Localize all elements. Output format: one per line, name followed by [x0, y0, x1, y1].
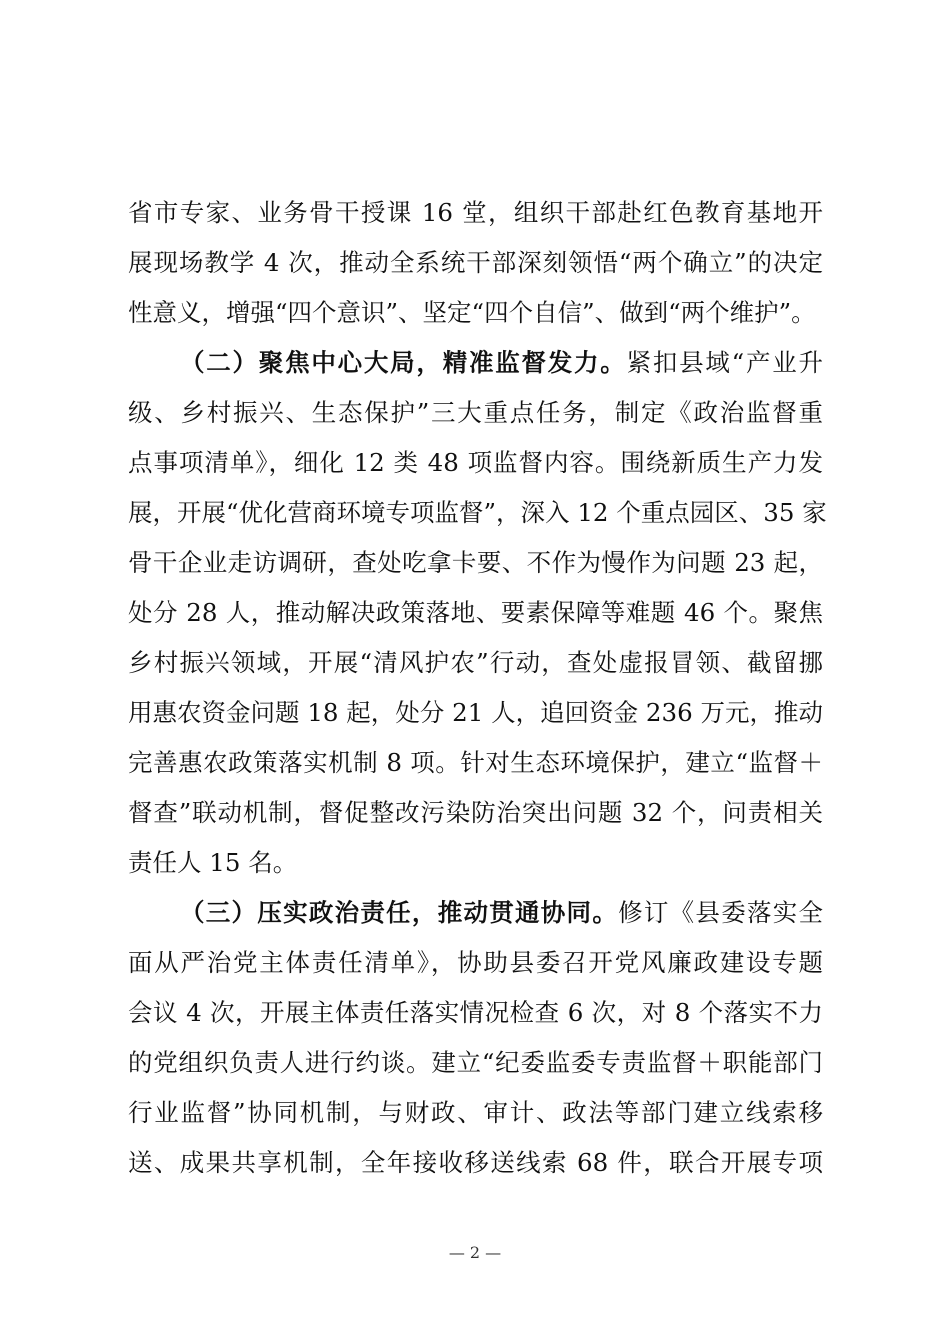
text-line: 会议 4 次，开展主体责任落实情况检查 6 次，对 8 个落实不力	[128, 998, 823, 1027]
text-run: 紧扣县域“产业升	[626, 348, 824, 377]
text-line: 点事项清单》，细化 12 类 48 项监督内容。围绕新质生产力发	[128, 448, 823, 477]
text-line: 展现场教学 4 次，推动全系统干部深刻领悟“两个确立”的决定	[128, 248, 823, 277]
text-line: 骨干企业走访调研，查处吃拿卡要、不作为慢作为问题 23 起，	[128, 548, 823, 577]
text-line: 用惠农资金问题 18 起，处分 21 人，追回资金 236 万元，推动	[128, 698, 823, 727]
text-run: 修订《县委落实全	[618, 898, 824, 927]
text-line: 的党组织负责人进行约谈。建立“纪委监委专责监督＋职能部门	[128, 1048, 823, 1077]
text-line: 级、乡村振兴、生态保护”三大重点任务，制定《政治监督重	[128, 398, 823, 427]
text-line: 面从严治党主体责任清单》，协助县委召开党风廉政建设专题	[128, 948, 823, 977]
section-heading-line	[128, 338, 823, 388]
text-line: 完善惠农政策落实机制 8 项。针对生态环境保护，建立“监督＋	[128, 748, 823, 777]
text-line: 乡村振兴领域，开展“清风护农”行动，查处虚报冒领、截留挪	[128, 648, 823, 677]
text-line: 行业监督”协同机制，与财政、审计、政法等部门建立线索移	[128, 1098, 823, 1127]
text-line: 责任人 15 名。	[128, 848, 298, 877]
text-line: 送、成果共享机制，全年接收移送线索 68 件，联合开展专项	[128, 1148, 823, 1177]
page-number: — 2 —	[448, 1243, 502, 1262]
section-heading: （三）压实政治责任，推动贯通协同。	[180, 898, 619, 927]
text-line: 展，开展“优化营商环境专项监督”，深入 12 个重点园区、35 家	[128, 498, 827, 527]
section-heading: （二）聚焦中心大局，精准监督发力。	[180, 348, 627, 377]
text-line: 处分 28 人，推动解决政策落地、要素保障等难题 46 个。聚焦	[128, 598, 823, 627]
text-line: 性意义，增强“四个意识”、坚定“四个自信”、做到“两个维护”。	[128, 298, 816, 327]
document-body	[128, 188, 827, 1188]
text-line: 省市专家、业务骨干授课 16 堂，组织干部赴红色教育基地开	[128, 198, 823, 227]
text-line: 督查”联动机制，督促整改污染防治突出问题 32 个，问责相关	[128, 798, 823, 827]
section-heading-line	[128, 888, 823, 938]
